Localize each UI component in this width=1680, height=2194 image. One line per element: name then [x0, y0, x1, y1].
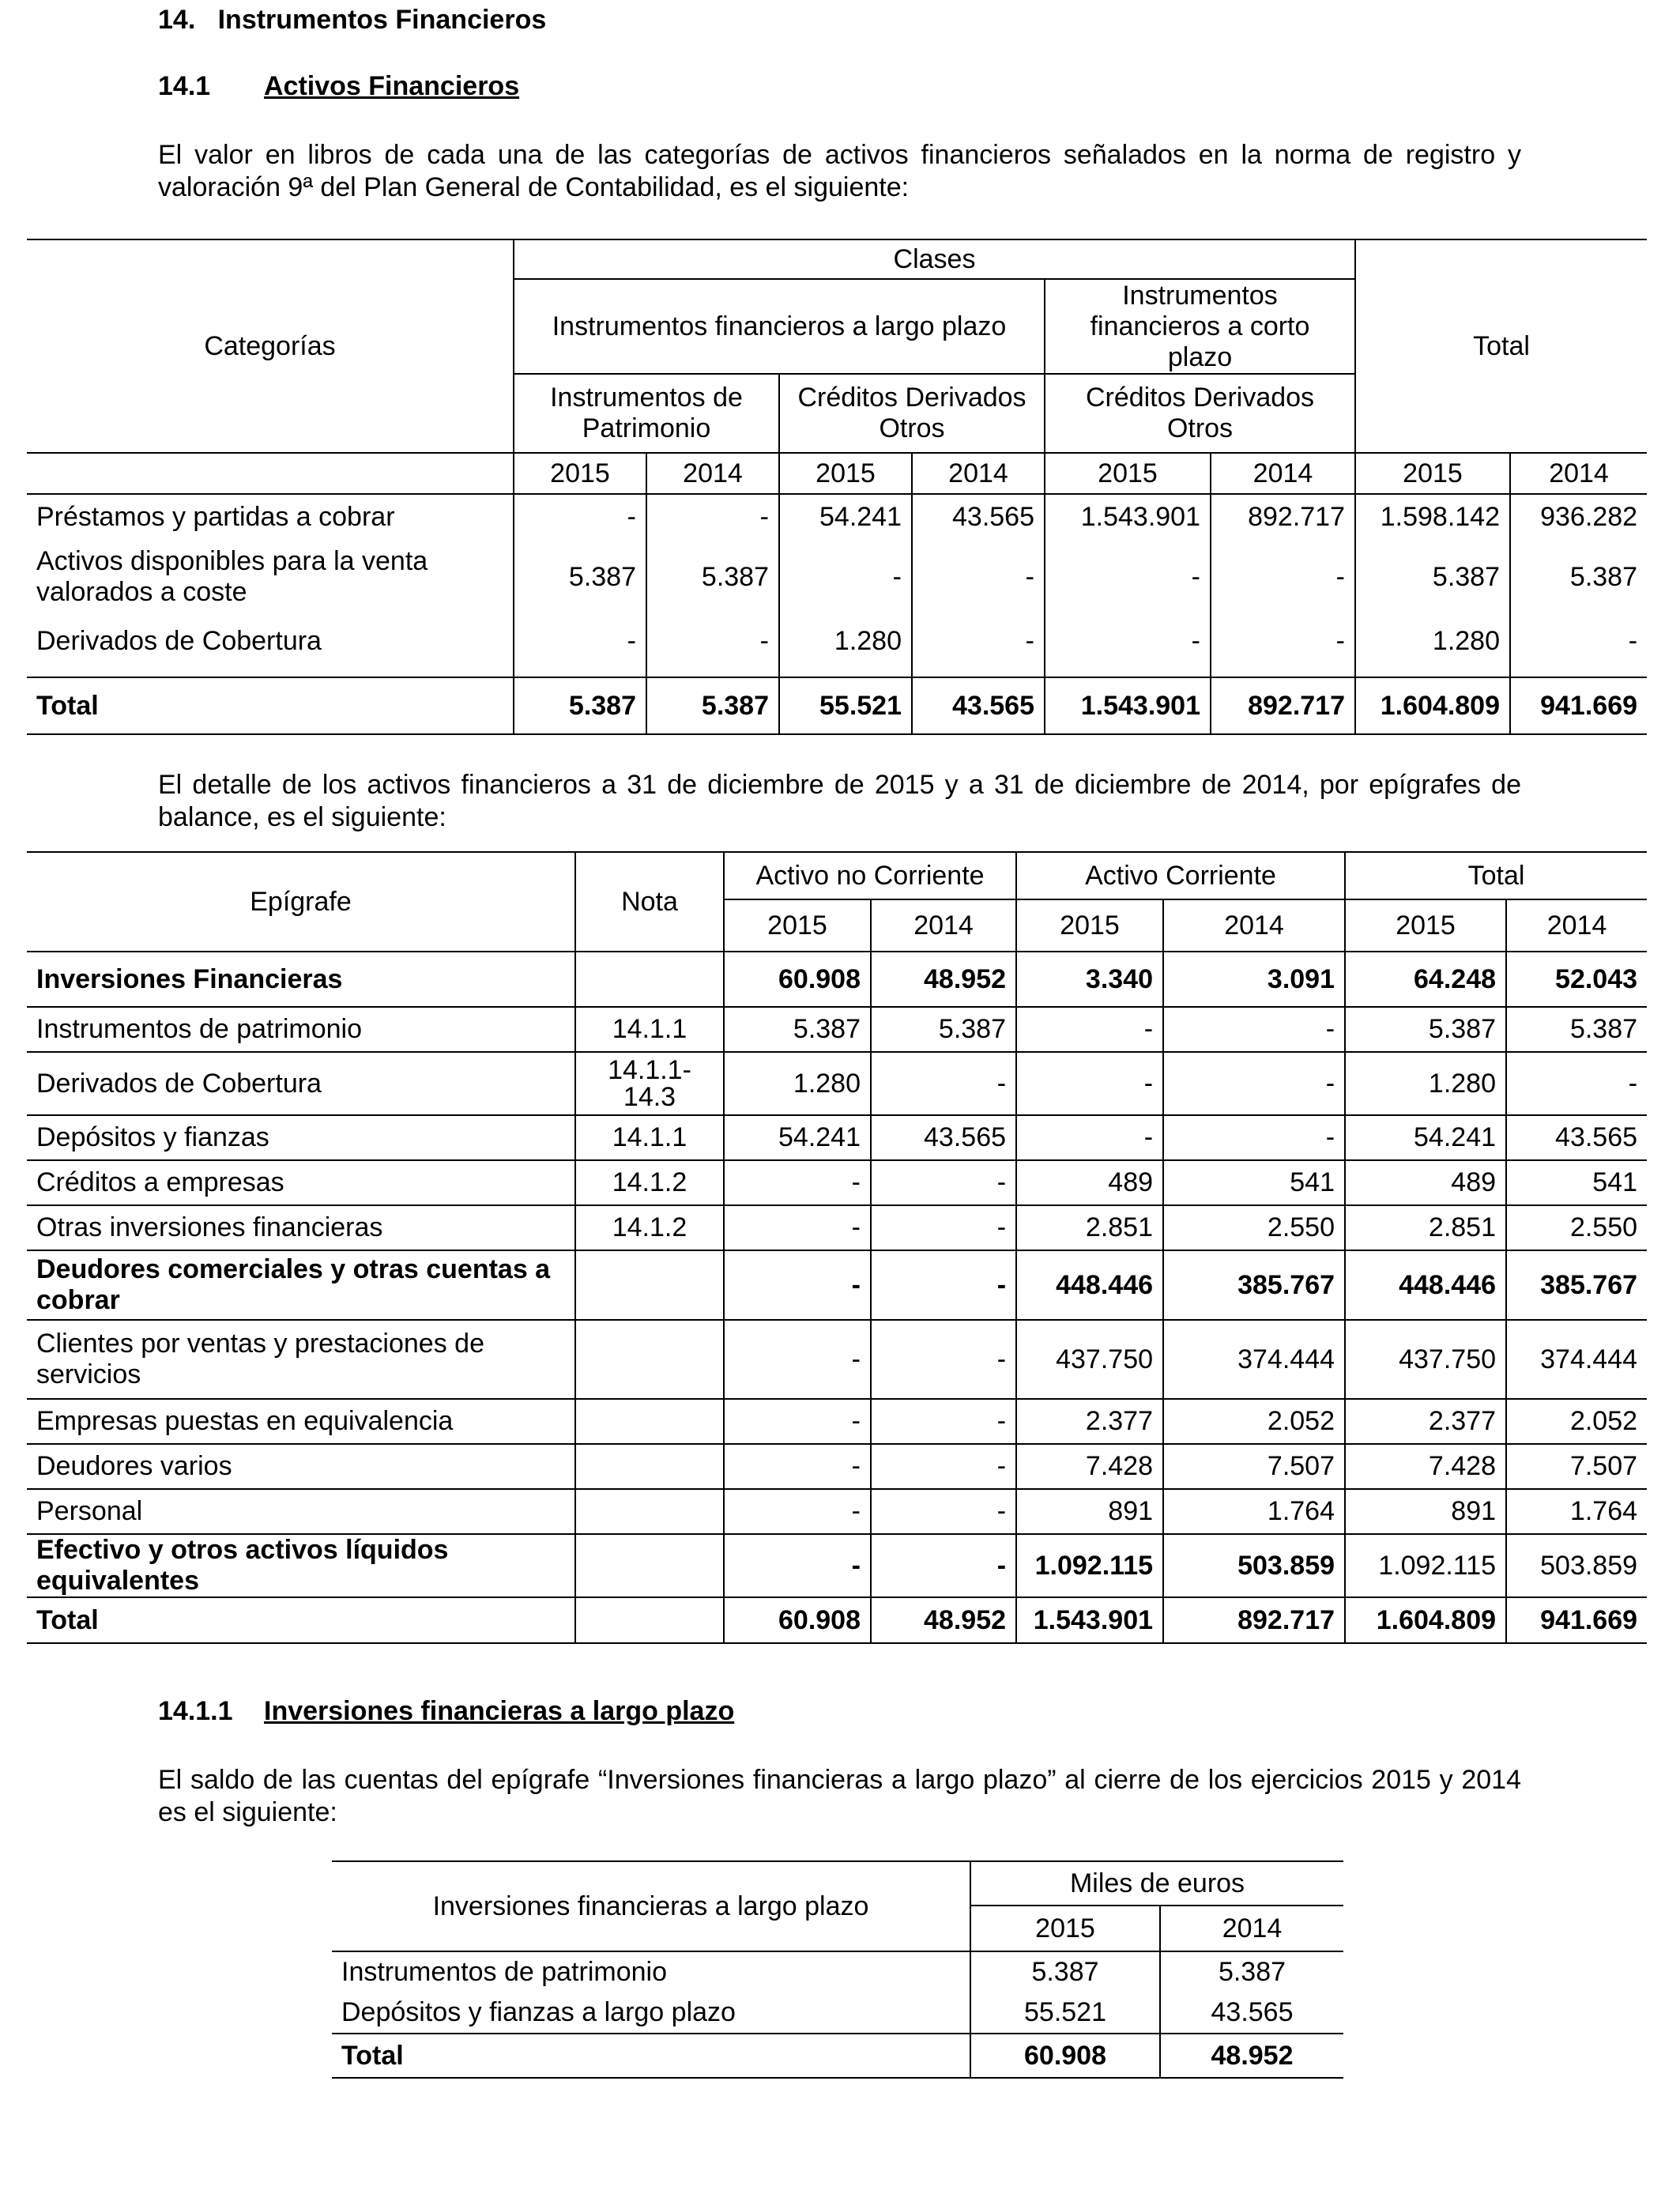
cell-value: 54.241 [724, 1115, 871, 1160]
header-epigrafe: Epígrafe [27, 852, 575, 952]
cell-value: 7.507 [1506, 1444, 1647, 1489]
total-value: 941.669 [1506, 1597, 1647, 1643]
row-label: Inversiones Financieras [27, 952, 575, 1007]
table-row [27, 1007, 1647, 1052]
table-row [27, 1489, 1647, 1534]
table-row [27, 1534, 1647, 1597]
total-value: 1.543.901 [1016, 1597, 1163, 1643]
cell-value: 541 [1506, 1160, 1647, 1205]
cell-value: - [871, 1489, 1016, 1534]
year-header: 2015 [970, 1906, 1160, 1951]
cell-value: 1.092.115 [1016, 1534, 1163, 1597]
header-clases: Clases [514, 239, 1355, 279]
total-value: 48.952 [871, 1597, 1016, 1643]
row-nota [575, 1534, 724, 1597]
total-label: Total [27, 1597, 575, 1643]
year-header: 2015 [1355, 453, 1510, 494]
row-nota: 14.1.2 [575, 1205, 724, 1250]
cell-value: 2.550 [1506, 1205, 1647, 1250]
cell-value: - [646, 494, 779, 539]
cell-value: - [1163, 1007, 1345, 1052]
header-total: Total [1345, 852, 1647, 899]
cell-value: 503.859 [1163, 1534, 1345, 1597]
cell-value: 43.565 [871, 1115, 1016, 1160]
section-title: Activos Financieros [264, 71, 520, 101]
cell-value: 1.764 [1163, 1489, 1345, 1534]
header-creditos-lp: Créditos Derivados Otros [779, 374, 1045, 453]
year-header: 2014 [871, 899, 1016, 952]
header-no-corriente: Activo no Corriente [724, 852, 1016, 899]
table-row [27, 494, 1647, 539]
cell-value: 5.387 [1510, 539, 1647, 615]
cell-value: 5.387 [1355, 539, 1510, 615]
year-header: 2014 [1211, 453, 1355, 494]
cell-value: 936.282 [1510, 494, 1647, 539]
row-label: Deudores comerciales y otras cuentas a cobrar [27, 1250, 575, 1320]
section-title: Inversiones financieras a largo plazo [264, 1696, 735, 1726]
cell-value: 5.387 [871, 1007, 1016, 1052]
cell-value: 7.507 [1163, 1444, 1345, 1489]
cell-value: - [724, 1160, 871, 1205]
table-row [27, 1115, 1647, 1160]
cell-value: 43.565 [1506, 1115, 1647, 1160]
total-value: 941.669 [1510, 677, 1647, 734]
total-value: 48.952 [1160, 2034, 1343, 2078]
cell-value: 374.444 [1163, 1320, 1345, 1399]
cell-value: 7.428 [1016, 1444, 1163, 1489]
cell-value: - [724, 1489, 871, 1534]
year-header: 2015 [514, 453, 646, 494]
year-header: 2014 [1160, 1906, 1343, 1951]
cell-value: - [646, 615, 779, 667]
table-row [27, 1320, 1647, 1399]
cell-value: 5.387 [514, 539, 646, 615]
total-value: 1.604.809 [1345, 1597, 1506, 1643]
long-term-investments-table [332, 1860, 1343, 2079]
cell-value: - [871, 1160, 1016, 1205]
cell-value: - [514, 494, 646, 539]
cell-value: 489 [1016, 1160, 1163, 1205]
table-row [27, 1399, 1647, 1444]
header-creditos-cp: Créditos Derivados Otros [1045, 374, 1355, 453]
financial-assets-categories-table [27, 239, 1647, 735]
row-label: Instrumentos de patrimonio [332, 1951, 970, 1992]
cell-value: 448.446 [1345, 1250, 1506, 1320]
cell-value: - [871, 1250, 1016, 1320]
cell-value: 541 [1163, 1160, 1345, 1205]
total-label: Total [27, 677, 514, 734]
cell-value: 48.952 [871, 952, 1016, 1007]
cell-value: 2.851 [1016, 1205, 1163, 1250]
total-value: 43.565 [912, 677, 1045, 734]
cell-value: 1.543.901 [1045, 494, 1211, 539]
cell-value: - [1163, 1115, 1345, 1160]
cell-value: 891 [1345, 1489, 1506, 1534]
cell-value: 1.092.115 [1345, 1534, 1506, 1597]
row-label: Derivados de Cobertura [27, 1052, 575, 1115]
cell-value: 892.717 [1211, 494, 1355, 539]
row-label: Créditos a empresas [27, 1160, 575, 1205]
total-row [332, 2034, 1343, 2078]
total-value: 1.604.809 [1355, 677, 1510, 734]
cell-value: 437.750 [1016, 1320, 1163, 1399]
header-corto-plazo: Instrumentos financieros a corto plazo [1045, 279, 1355, 374]
row-label: Préstamos y partidas a cobrar [27, 494, 514, 539]
cell-value: - [724, 1250, 871, 1320]
row-nota [575, 1489, 724, 1534]
cell-value: 891 [1016, 1489, 1163, 1534]
cell-value: 5.387 [646, 539, 779, 615]
financial-assets-by-balance-table [27, 851, 1647, 1644]
section-heading-14-1 [158, 71, 519, 102]
row-nota [575, 1597, 724, 1643]
cell-value: 489 [1345, 1160, 1506, 1205]
row-label: Otras inversiones financieras [27, 1205, 575, 1250]
row-nota [575, 952, 724, 1007]
cell-value: - [724, 1444, 871, 1489]
total-value: 892.717 [1163, 1597, 1345, 1643]
cell-value: - [871, 1205, 1016, 1250]
header-total: Total [1355, 239, 1647, 453]
row-nota [575, 1399, 724, 1444]
row-label: Personal [27, 1489, 575, 1534]
year-header: 2014 [646, 453, 779, 494]
cell-value: - [871, 1444, 1016, 1489]
table-row [27, 1444, 1647, 1489]
cell-value: - [724, 1534, 871, 1597]
cell-value: 52.043 [1506, 952, 1647, 1007]
cell-value: 5.387 [1506, 1007, 1647, 1052]
total-value: 60.908 [724, 1597, 871, 1643]
cell-value: 1.280 [724, 1052, 871, 1115]
cell-value: - [779, 539, 912, 615]
table-row [27, 1250, 1647, 1320]
cell-value: 1.280 [779, 615, 912, 667]
cell-value: 5.387 [970, 1951, 1160, 1992]
heading-title: Instrumentos Financieros [217, 5, 547, 35]
row-label: Deudores varios [27, 1444, 575, 1489]
cell-value: 2.377 [1345, 1399, 1506, 1444]
header-patrimonio: Instrumentos de Patrimonio [514, 374, 779, 453]
cell-value: 54.241 [779, 494, 912, 539]
year-header: 2014 [1506, 899, 1647, 952]
header-miles-euros: Miles de euros [970, 1861, 1343, 1906]
year-header: 2015 [779, 453, 912, 494]
table-row [27, 539, 1647, 615]
cell-value: - [912, 539, 1045, 615]
total-value: 60.908 [970, 2034, 1160, 2078]
cell-value: 385.767 [1163, 1250, 1345, 1320]
cell-value: 5.387 [724, 1007, 871, 1052]
cell-value: - [514, 615, 646, 667]
cell-value: 2.550 [1163, 1205, 1345, 1250]
total-value: 5.387 [646, 677, 779, 734]
cell-value: 60.908 [724, 952, 871, 1007]
year-header-spacer [27, 453, 514, 494]
cell-value: 1.280 [1345, 1052, 1506, 1115]
year-header: 2014 [912, 453, 1045, 494]
cell-value: 55.521 [970, 1992, 1160, 2034]
cell-value: - [1016, 1052, 1163, 1115]
row-nota: 14.1.1-14.3 [575, 1052, 724, 1115]
total-label: Total [332, 2034, 970, 2078]
heading-number: 14. [158, 5, 196, 35]
row-nota [575, 1444, 724, 1489]
total-value: 1.543.901 [1045, 677, 1211, 734]
cell-value: - [724, 1320, 871, 1399]
table-row [27, 952, 1647, 1007]
intro-paragraph: El valor en libros de cada una de las categorías de activos financieros señalados en la norma de registro y valoración 9ª del Plan General de Contabilidad, es el siguiente: [158, 140, 1521, 202]
cell-value: 1.764 [1506, 1489, 1647, 1534]
total-row [27, 1597, 1647, 1643]
cell-value: 5.387 [1345, 1007, 1506, 1052]
total-value: 892.717 [1211, 677, 1355, 734]
cell-value: - [871, 1320, 1016, 1399]
total-value: 55.521 [779, 677, 912, 734]
section-heading-14-1-1 [158, 1696, 734, 1727]
table-row [27, 615, 1647, 667]
header-corriente: Activo Corriente [1016, 852, 1345, 899]
year-header: 2015 [1045, 453, 1211, 494]
cell-value: 64.248 [1345, 952, 1506, 1007]
cell-value: - [871, 1399, 1016, 1444]
header-categorias: Categorías [27, 239, 514, 453]
row-label: Instrumentos de patrimonio [27, 1007, 575, 1052]
year-header: 2015 [1345, 899, 1506, 952]
cell-value: 374.444 [1506, 1320, 1647, 1399]
section-number: 14.1 [158, 71, 211, 101]
detail-paragraph: El detalle de los activos financieros a 31 de diciembre de 2015 y a 31 de diciembre de 2014, por epígrafes de balance, es el siguiente: [158, 770, 1521, 832]
cell-value: - [912, 615, 1045, 667]
year-header: 2014 [1163, 899, 1345, 952]
cell-value: 5.387 [1160, 1951, 1343, 1992]
header-nota: Nota [575, 852, 724, 952]
table-row [332, 1951, 1343, 1992]
spacer-row [27, 667, 1647, 677]
row-label: Depósitos y fianzas [27, 1115, 575, 1160]
cell-value: 437.750 [1345, 1320, 1506, 1399]
cell-value: 2.052 [1163, 1399, 1345, 1444]
row-label: Derivados de Cobertura [27, 615, 514, 667]
cell-value: 54.241 [1345, 1115, 1506, 1160]
row-nota: 14.1.2 [575, 1160, 724, 1205]
cell-value: 2.052 [1506, 1399, 1647, 1444]
cell-value: - [1045, 539, 1211, 615]
row-nota [575, 1320, 724, 1399]
cell-value: 503.859 [1506, 1534, 1647, 1597]
total-row [27, 677, 1647, 734]
cell-value: - [724, 1399, 871, 1444]
cell-value: 43.565 [1160, 1992, 1343, 2034]
table-row [27, 1052, 1647, 1115]
row-label: Activos disponibles para la venta valorados a coste [27, 539, 514, 615]
table-row [27, 1160, 1647, 1205]
balance-paragraph: El saldo de las cuentas del epígrafe “Inversiones financieras a largo plazo” al cierre de los ejercicios 2015 y 2014 es el siguiente: [158, 1765, 1521, 1827]
cell-value: - [1506, 1052, 1647, 1115]
cell-value: - [871, 1052, 1016, 1115]
cell-value: - [1045, 615, 1211, 667]
row-label: Empresas puestas en equivalencia [27, 1399, 575, 1444]
row-nota: 14.1.1 [575, 1007, 724, 1052]
row-label: Clientes por ventas y prestaciones de servicios [27, 1320, 575, 1399]
row-label: Efectivo y otros activos líquidos equivalentes [27, 1534, 575, 1597]
cell-value: 2.377 [1016, 1399, 1163, 1444]
cell-value: 2.851 [1345, 1205, 1506, 1250]
section-number: 14.1.1 [158, 1696, 233, 1726]
table-row [332, 1992, 1343, 2034]
cell-value: - [724, 1205, 871, 1250]
year-header: 2014 [1510, 453, 1647, 494]
cell-value: 7.428 [1345, 1444, 1506, 1489]
cell-value: - [1163, 1052, 1345, 1115]
cell-value: - [1510, 615, 1647, 667]
main-heading [158, 5, 546, 36]
cell-value: - [1016, 1115, 1163, 1160]
row-label: Depósitos y fianzas a largo plazo [332, 1992, 970, 2034]
cell-value: - [1211, 539, 1355, 615]
total-value: 5.387 [514, 677, 646, 734]
cell-value: 385.767 [1506, 1250, 1647, 1320]
cell-value: - [1211, 615, 1355, 667]
cell-value: 43.565 [912, 494, 1045, 539]
row-nota: 14.1.1 [575, 1115, 724, 1160]
cell-value: 1.598.142 [1355, 494, 1510, 539]
cell-value: 3.091 [1163, 952, 1345, 1007]
row-nota [575, 1250, 724, 1320]
cell-value: 448.446 [1016, 1250, 1163, 1320]
cell-value: 1.280 [1355, 615, 1510, 667]
table-row [27, 1205, 1647, 1250]
header-label: Inversiones financieras a largo plazo [332, 1861, 970, 1951]
year-header: 2015 [1016, 899, 1163, 952]
year-header: 2015 [724, 899, 871, 952]
cell-value: - [871, 1534, 1016, 1597]
header-largo-plazo: Instrumentos financieros a largo plazo [514, 279, 1045, 374]
cell-value: - [1016, 1007, 1163, 1052]
cell-value: 3.340 [1016, 952, 1163, 1007]
